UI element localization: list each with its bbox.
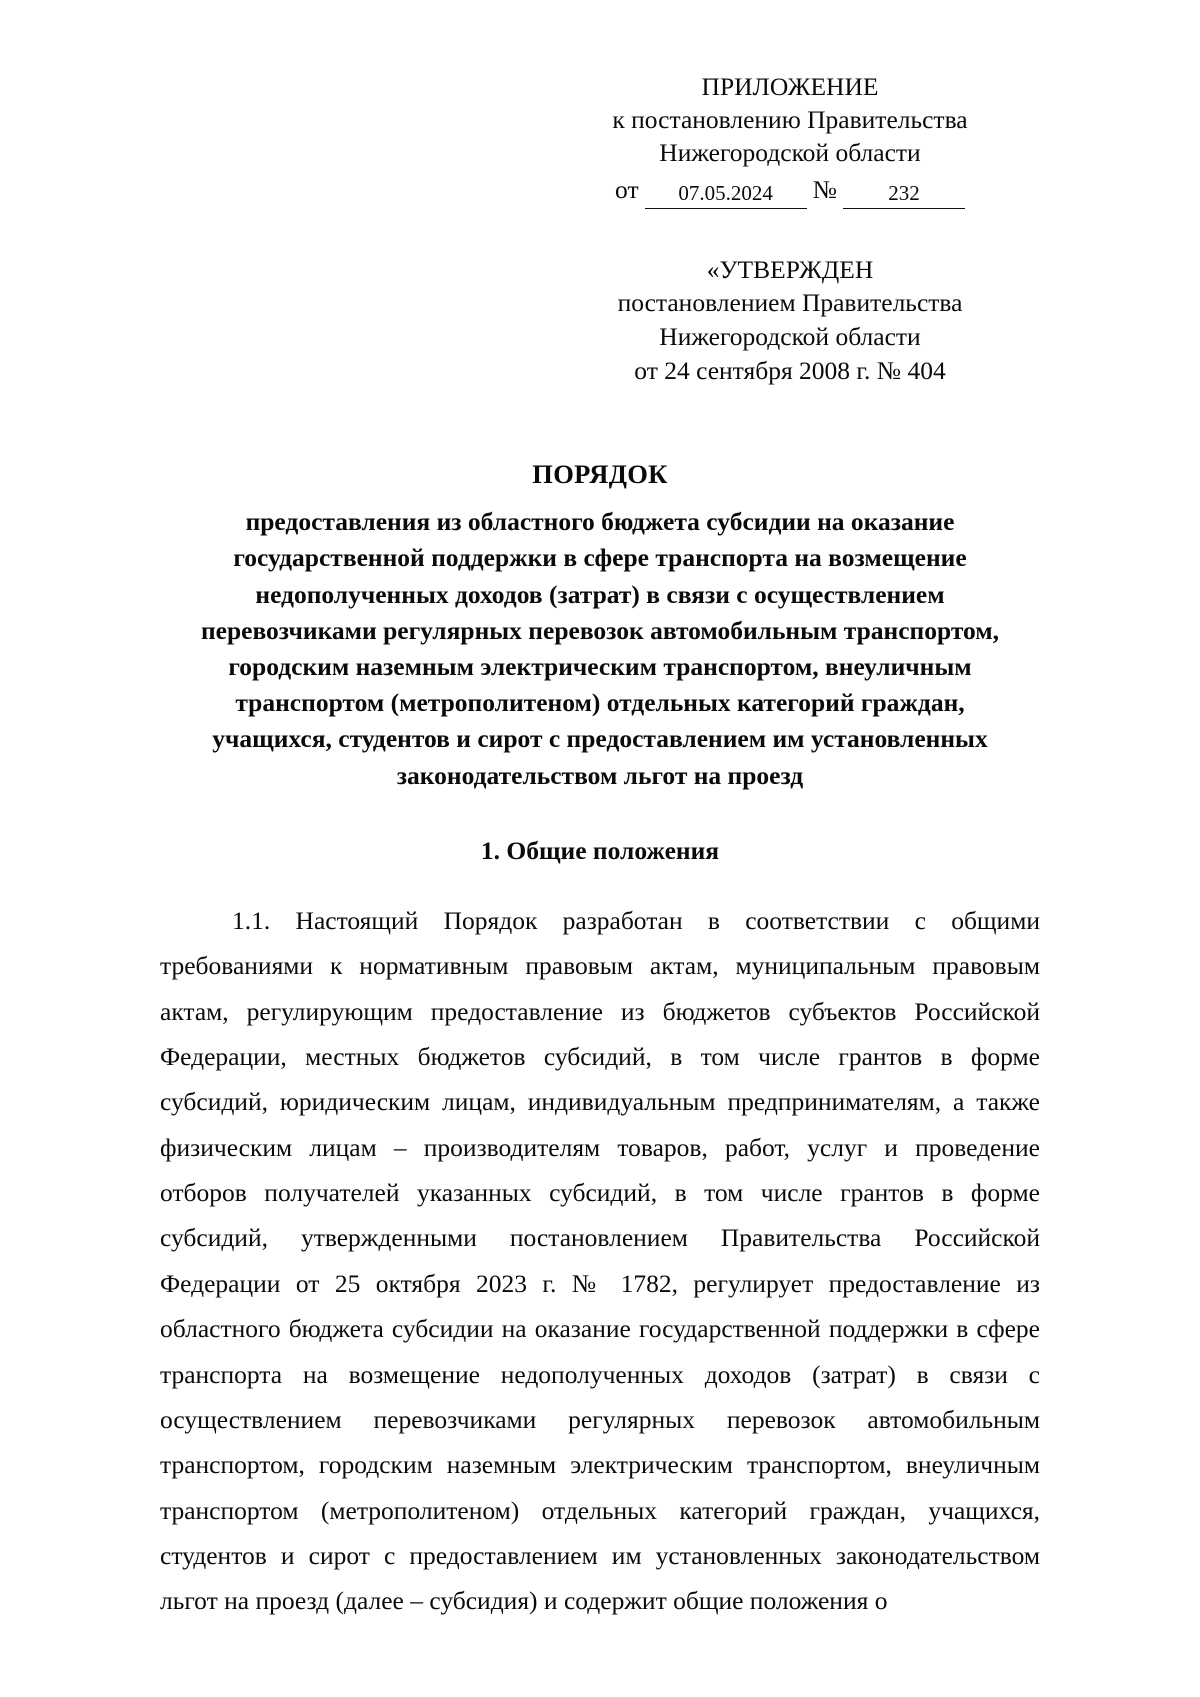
appendix-line-3: Нижегородской области xyxy=(659,138,921,168)
date-value: 07.05.2024 xyxy=(645,181,807,208)
approval-line-1: «УТВЕРЖДЕН xyxy=(706,254,874,284)
appendix-line-2: к постановлению Правительства xyxy=(612,105,968,135)
section-heading-general-provisions: 1. Общие положения xyxy=(480,835,720,865)
document-subtitle: предоставления из областного бюджета субсидии на оказание государственной поддержки в сфере транспорта на возмещение недополученных доходов (затрат) в связи с осуществлением перевозчиками регулярных перевозок автомобильным транспортом, городским наземным электрическим транспортом, внеуличным транспортом (метрополитеном) отдельных категорий граждан, учащихся, студентов и сирот с предоставлением им установленных законодательством льгот на проезд xyxy=(200,507,1000,790)
appendix-label: ПРИЛОЖЕНИЕ xyxy=(701,72,879,101)
approval-block xyxy=(540,253,1040,388)
appendix-date-number-row xyxy=(540,173,1040,208)
appendix-header xyxy=(540,70,1040,209)
approval-line-2: постановлением Правительства xyxy=(617,288,963,318)
number-value: 232 xyxy=(843,181,965,208)
approval-line-4: от 24 сентября 2008 г. № 404 xyxy=(634,355,946,385)
approval-line-3: Нижегородской области xyxy=(659,321,921,351)
date-label: от xyxy=(615,175,639,205)
number-label: № xyxy=(812,175,837,205)
document-title: ПОРЯДОК xyxy=(532,459,668,490)
paragraph-1-1: 1.1. Настоящий Порядок разработан в соответствии с общими требованиями к нормативным правовым актам, муниципальным правовым актам, регулирующим предоставление из бюджетов субъектов Российской Федерации, местных бюджетов субсидий, в том числе грантов в форме субсидий, юридическим лицам, индивидуальным предпринимателям, а также физическим лицам – производителям товаров, работ, услуг и проведение отборов получателей указанных субсидий, в том числе грантов в форме субсидий, утвержденными постановлением Правительства Российской Федерации от 25 октября 2023 г. № 1782, регулирует предоставление из областного бюджета субсидии на оказание государственной поддержки в сфере транспорта на возмещение недополученных доходов (затрат) в связи с осуществлением перевозчиками регулярных перевозок автомобильным транспортом, городским наземным электрическим транспортом, внеуличным транспортом (метрополитеном) отдельных категорий граждан, учащихся, студентов и сирот с предоставлением им установленных законодательством льгот на проезд (далее – субсидия) и содержит общие положения о xyxy=(160,905,1040,1616)
